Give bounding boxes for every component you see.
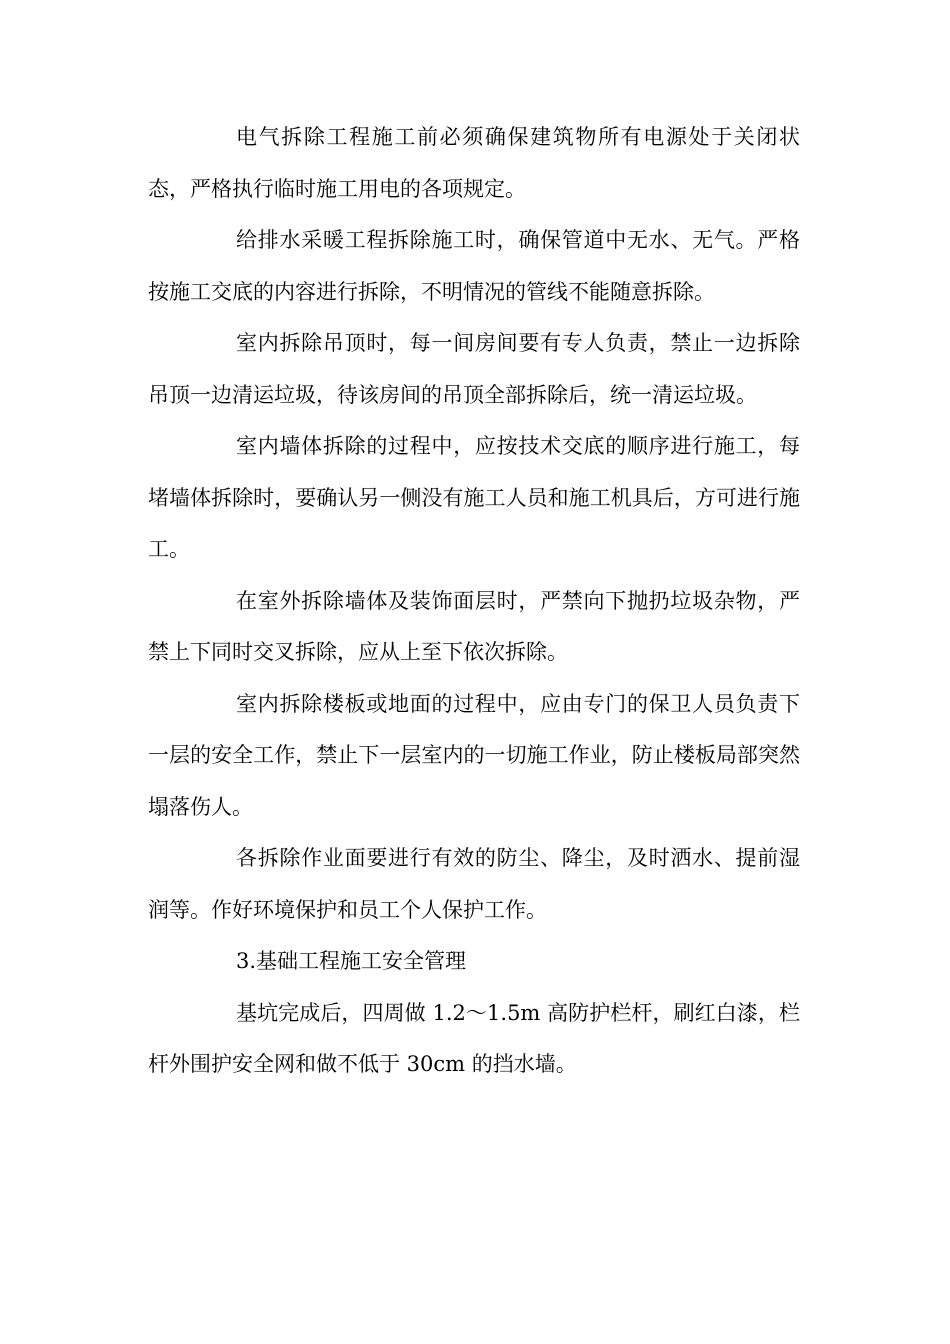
paragraph-dust-control: 各拆除作业面要进行有效的防尘、降尘，及时洒水、提前湿润等。作好环境保护和员工个人保护工作。 xyxy=(148,846,800,922)
paragraph-floor-demolition: 室内拆除楼板或地面的过程中，应由专门的保卫人员负责下一层的安全工作，禁止下一层室内的一切施工作业，防止楼板局部突然塌落伤人。 xyxy=(148,691,800,819)
paragraph-ceiling-demolition: 室内拆除吊顶时，每一间房间要有专人负责，禁止一边拆除吊顶一边清运垃圾，待该房间的吊顶全部拆除后，统一清运垃圾。 xyxy=(148,331,800,407)
paragraph-electrical-demolition: 电气拆除工程施工前必须确保建筑物所有电源处于关闭状态，严格执行临时施工用电的各项规定。 xyxy=(148,125,800,201)
document-body xyxy=(148,112,800,1091)
paragraph-wall-demolition: 室内墙体拆除的过程中，应按技术交底的顺序进行施工，每堵墙体拆除时，要确认另一侧没有施工人员和施工机具后，方可进行施工。 xyxy=(148,434,800,561)
paragraph-plumbing-demolition: 给排水采暖工程拆除施工时，确保管道中无水、无气。严格按施工交底的内容进行拆除，不明情况的管线不能随意拆除。 xyxy=(148,228,800,304)
paragraph-foundation-pit-guardrail: 基坑完成后，四周做 1.2～1.5m 高防护栏杆，刷红白漆，栏杆外围护安全网和做不低于 30cm 的挡水墙。 xyxy=(148,1000,800,1076)
paragraph-exterior-demolition: 在室外拆除墙体及装饰面层时，严禁向下抛扔垃圾杂物，严禁上下同时交叉拆除，应从上至下依次拆除。 xyxy=(148,588,800,664)
section-heading-foundation-safety: 3.基础工程施工安全管理 xyxy=(236,949,467,973)
